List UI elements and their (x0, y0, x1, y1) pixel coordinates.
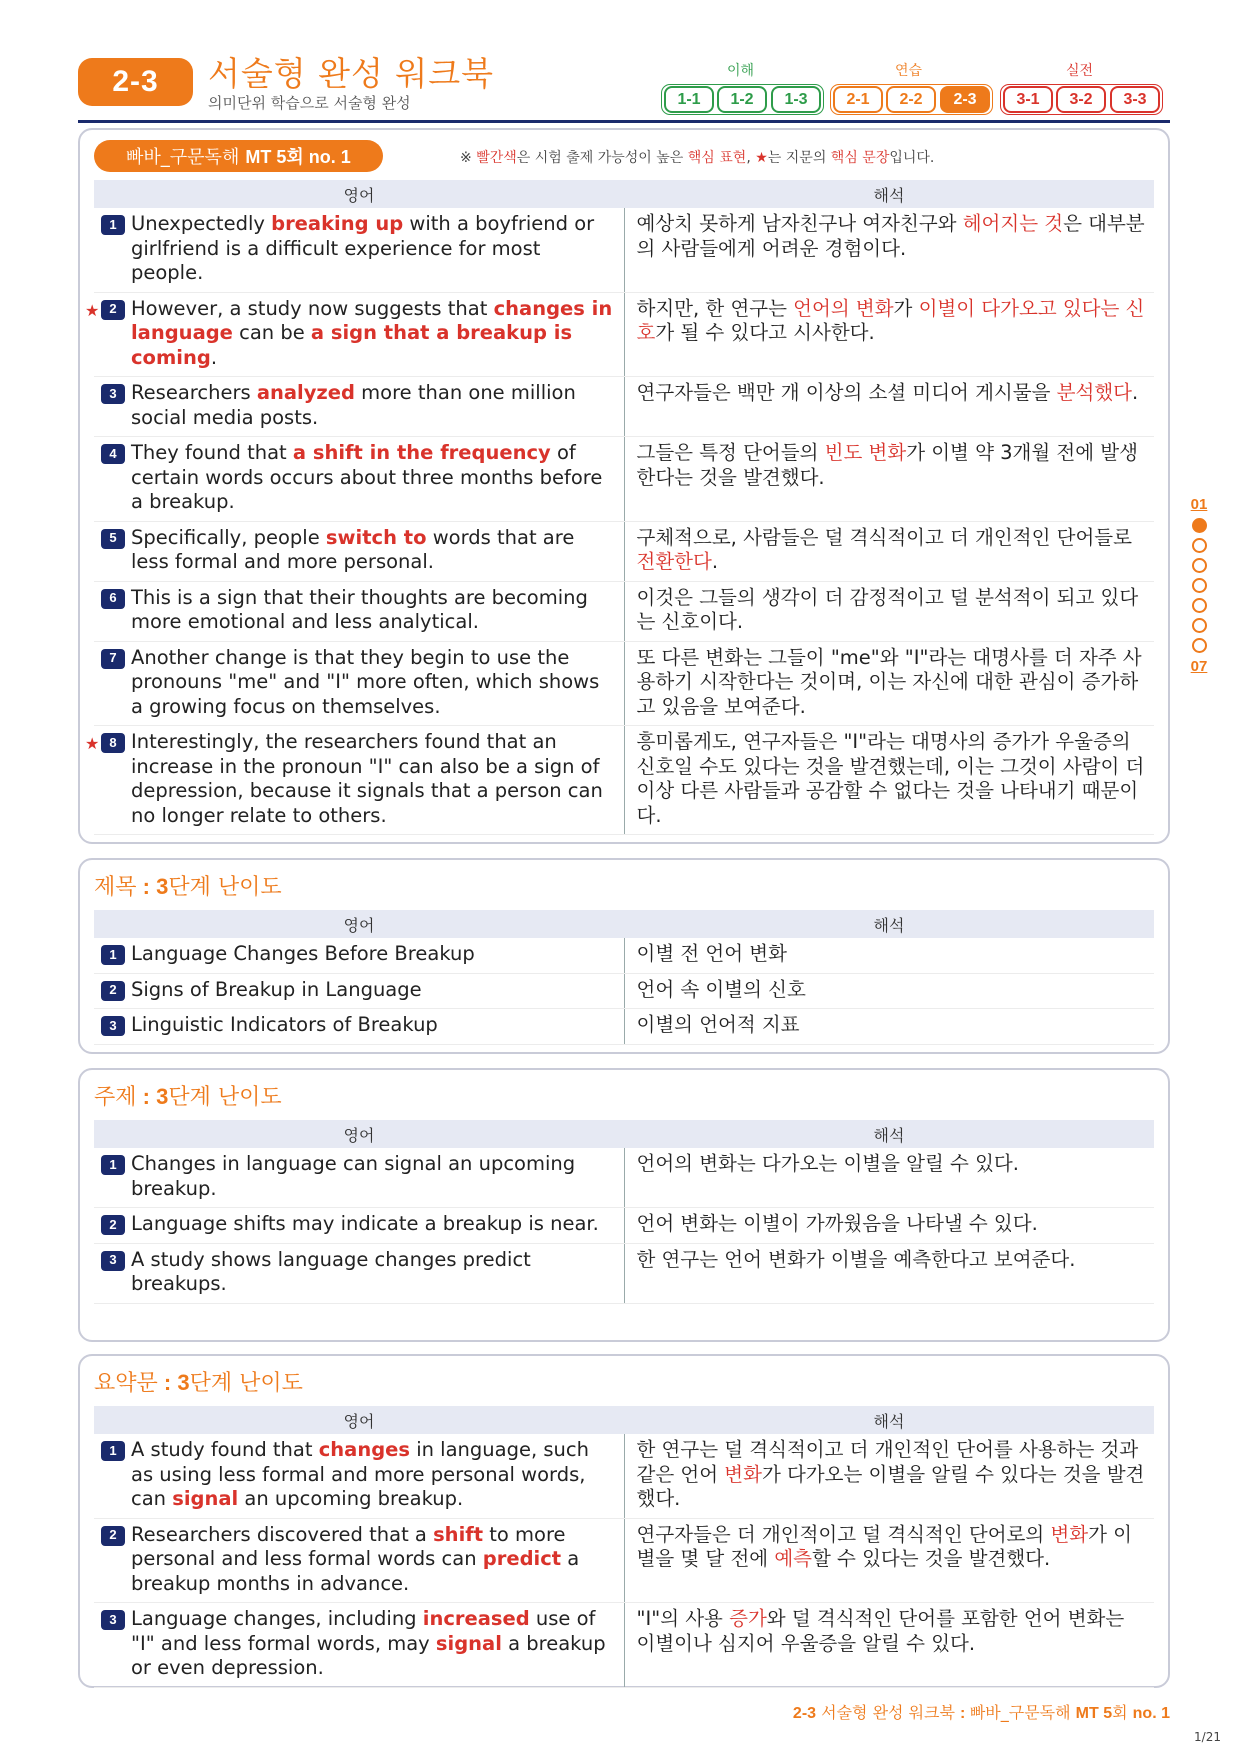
korean-cell (624, 208, 1154, 292)
column-header-korean: 해석 (624, 910, 1154, 938)
sentence-text: This is a sign that their thoughts are becoming more emotional and less analytical. (131, 585, 588, 633)
sentence-text: Researchers (131, 381, 257, 404)
key-expression: shift (433, 1522, 484, 1546)
note-text: 은 시험 출제 가능성이 높은 (516, 150, 688, 166)
key-expression: 헤어지는 것 (962, 212, 1064, 235)
title-table (94, 910, 1154, 1045)
english-cell (94, 1434, 624, 1518)
page-number: 1/21 (1194, 1730, 1221, 1744)
sentence-text: 그들은 특정 단어들의 (636, 441, 825, 464)
korean-cell (624, 377, 1154, 437)
key-expression: 이별이 다가오고 있다는 신호 (636, 296, 1145, 344)
table-row (94, 521, 1154, 581)
english-cell (94, 1148, 624, 1208)
table-row (94, 1009, 1154, 1045)
sentence-text: Language shifts may indicate a breakup is near. (131, 1212, 599, 1235)
sentence-text: can be (232, 321, 311, 344)
sentence-text: 할 수 있다는 것을 발견했다. (812, 1547, 1051, 1570)
passage-tag (94, 140, 383, 172)
key-expression: analyzed (256, 381, 355, 404)
level-button-2-2[interactable]: 2-2 (886, 86, 936, 113)
korean-cell (624, 938, 1154, 973)
sentence-number: 7 (101, 649, 125, 669)
key-expression: 전환한다 (636, 550, 712, 573)
sentence-text: A study found that (131, 1438, 319, 1461)
passage-table (85, 180, 1154, 835)
english-cell (94, 208, 624, 292)
sentence-number: 3 (101, 384, 125, 404)
sentence-text: Specifically, people (131, 525, 326, 549)
level-text: 단계 난이도 (168, 875, 282, 900)
page-dot-icon[interactable] (1192, 578, 1207, 593)
english-cell (94, 521, 624, 581)
korean-cell (624, 1518, 1154, 1603)
table-row (94, 292, 1154, 377)
sentence-text: 흥미롭게도, 연구자들은 "I"라는 대명사의 증가가 우울증의 신호일 수도 있다는 것을 발견했는데, 이는 그것이 사람이 더 이상 다른 사람들과 공감할 수 없다는 것을 나타내기 때문이다. (636, 730, 1145, 827)
korean-cell (624, 1243, 1154, 1303)
sentence-text: 가 될 수 있다고 시사한다. (655, 321, 875, 344)
section-sep: : (157, 1370, 178, 1395)
english-cell (94, 1009, 624, 1045)
summary-table (94, 1406, 1154, 1688)
table-row (94, 581, 1154, 641)
korean-cell (624, 641, 1154, 726)
key-expression: 언어의 변화 (793, 296, 894, 320)
english-cell (85, 292, 624, 377)
key-expression: changes in language (131, 296, 613, 344)
star-icon: ★ (85, 300, 100, 320)
sentence-number: 1 (101, 1441, 125, 1461)
star-icon: ★ (85, 734, 100, 753)
english-cell (94, 938, 624, 973)
footer-bold: MT 5 (1075, 1705, 1113, 1722)
key-expression: changes (318, 1438, 410, 1461)
level-number: 3 (156, 1084, 169, 1109)
sentence-text: Linguistic Indicators of Breakup (131, 1013, 438, 1036)
table-row (94, 1208, 1154, 1244)
english-cell (85, 726, 624, 835)
table-row (94, 1243, 1154, 1303)
sentence-text: 이별의 언어적 지표 (636, 1013, 800, 1036)
footer (793, 1700, 1170, 1723)
sentence-number: 5 (101, 529, 125, 549)
page-title: 서술형 완성 워크북 (208, 54, 495, 93)
sentence-text: 언어의 변화는 다가오는 이별을 알릴 수 있다. (636, 1152, 1019, 1175)
section-label: 제목 (94, 875, 137, 900)
sentence-text: 가 (893, 296, 919, 320)
key-expression: 분석했다 (1056, 381, 1132, 404)
english-cell (94, 377, 624, 437)
key-expression: 빈도 변화 (824, 441, 907, 464)
level-text: 단계 난이도 (189, 1371, 303, 1396)
sentence-text: "I"의 사용 (636, 1607, 730, 1630)
side-page-indicator (1184, 496, 1214, 675)
level-group-label-understand: 이해 (727, 63, 755, 79)
column-header-english: 영어 (94, 1406, 624, 1434)
level-button-1-1[interactable]: 1-1 (664, 86, 714, 113)
page-dot-icon[interactable] (1192, 558, 1207, 573)
sentence-text: 언어 변화는 이별이 가까웠음을 나타낼 수 있다. (636, 1212, 1038, 1235)
english-cell (94, 1518, 624, 1603)
sentence-number: 2 (101, 300, 125, 320)
sentence-text: They found that (131, 441, 293, 464)
sentence-text: a breakup or even depression. (131, 1631, 606, 1679)
key-expression: 변화 (1050, 1522, 1089, 1546)
section-label: 주제 (94, 1085, 137, 1110)
korean-cell (624, 1434, 1154, 1518)
note-end: 입니다. (889, 150, 935, 166)
footer-badge: 2-3 (792, 1705, 817, 1722)
column-header-korean: 해석 (624, 180, 1154, 208)
level-button-3-3[interactable]: 3-3 (1110, 86, 1160, 113)
key-expression: switch to (325, 525, 427, 549)
theme-section (78, 1068, 1170, 1342)
korean-cell (624, 581, 1154, 641)
sentence-number: 2 (101, 1215, 125, 1235)
column-header-english: 영어 (94, 180, 624, 208)
sentence-text: Researchers discovered that a (131, 1522, 434, 1546)
passage-tag-prefix: 빠바_구문독해 (126, 147, 240, 168)
level-group-label-practice: 연습 (895, 63, 923, 79)
side-nav-start: 01 (1190, 496, 1208, 513)
column-header-korean: 해석 (624, 1120, 1154, 1148)
page-dot-icon[interactable] (1192, 518, 1207, 533)
footer-bold-2: no. 1 (1132, 1705, 1170, 1722)
highlight-legend-note (460, 147, 934, 167)
sentence-text: Another change is that they begin to use the pronouns "me" and "I" more often, which shows a growing focus on themselves. (131, 645, 600, 718)
footer-text-3: 회 (1112, 1703, 1133, 1722)
title-section (78, 858, 1170, 1054)
key-expression: 증가 (729, 1607, 767, 1630)
sentence-text: A study shows language changes predict breakups. (131, 1247, 531, 1295)
page-dot-icon[interactable] (1192, 538, 1207, 553)
note-red-text: 빨간색 (476, 150, 517, 166)
sentence-number: 4 (101, 444, 125, 464)
sentence-text: 은 대부분의 사람들에게 어려운 경험이다. (636, 212, 1145, 260)
korean-cell (624, 1148, 1154, 1208)
sentence-text: to more personal and less formal words can (131, 1522, 566, 1570)
sentence-number: 6 (101, 589, 125, 609)
passage-tag-suffix: MT 5회 no. 1 (245, 147, 351, 167)
sentence-text: Unexpectedly (131, 212, 272, 235)
level-text: 단계 난이도 (168, 1085, 282, 1110)
key-expression: a shift in the frequency (292, 441, 551, 464)
english-cell (94, 973, 624, 1009)
level-button-2-1[interactable]: 2-1 (833, 86, 883, 113)
sentence-text: in language, such as using less formal and more personal words, can (131, 1438, 589, 1510)
sentence-text: 예상치 못하게 남자친구나 여자친구와 (636, 212, 963, 235)
passage-section (78, 128, 1170, 844)
unit-badge: 2-3 (78, 58, 193, 106)
english-cell (94, 1603, 624, 1688)
footer-text-2: 빠바_구문독해 (969, 1703, 1076, 1722)
sentence-text: Interestingly, the researchers found that an increase in the pronoun "I" can also be a sign of depression, because it signals that a person can no longer relate to others. (131, 730, 603, 827)
table-row (94, 208, 1154, 292)
sentence-text: 와 덜 격식적인 단어를 포함한 언어 변화는 이별이나 심지어 우울증을 알릴 수 있다. (636, 1607, 1125, 1655)
sentence-number: 8 (101, 733, 125, 753)
sentence-text: a breakup months in advance. (131, 1547, 580, 1595)
level-number: 3 (156, 874, 169, 899)
note-key-expression: 핵심 표현 (687, 150, 747, 166)
page-dot-icon[interactable] (1192, 598, 1207, 613)
sentence-text: words that are less formal and more personal. (131, 525, 575, 573)
level-button-1-2[interactable]: 1-2 (717, 86, 767, 113)
key-expression: signal (172, 1487, 239, 1510)
sentence-text: . (711, 550, 719, 573)
table-row (94, 641, 1154, 726)
sentence-text: 이것은 그들의 생각이 더 감정적이고 덜 분석적이 되고 있다는 신호이다. (636, 585, 1139, 633)
page-dot-icon[interactable] (1192, 638, 1207, 653)
level-button-3-2[interactable]: 3-2 (1056, 86, 1106, 113)
key-expression: a sign that a breakup is coming (131, 321, 573, 369)
summary-section (78, 1354, 1170, 1688)
table-row (94, 1603, 1154, 1688)
section-heading-title (94, 870, 282, 901)
sentence-text: However, a study now suggests that (131, 296, 494, 320)
key-expression: signal (435, 1631, 502, 1655)
sentence-text: 언어 속 이별의 신호 (636, 977, 806, 1001)
sentence-text: . (210, 345, 218, 369)
sentence-number: 3 (101, 1610, 125, 1630)
key-expression: predict (482, 1547, 562, 1570)
sentence-number: 2 (101, 1526, 125, 1546)
korean-cell (624, 1009, 1154, 1045)
section-sep: : (136, 1084, 157, 1109)
note-text-2: 는 지문의 (767, 150, 831, 166)
footer-sep: : (960, 1705, 970, 1722)
key-expression: 변화 (724, 1462, 762, 1486)
english-cell (94, 581, 624, 641)
note-prefix: ※ (460, 150, 477, 166)
star-icon: ★ (755, 150, 768, 166)
column-header-english: 영어 (94, 1120, 624, 1148)
table-row (94, 1434, 1154, 1518)
korean-cell (624, 292, 1154, 377)
level-button-3-1[interactable]: 3-1 (1003, 86, 1053, 113)
sentence-text: an upcoming breakup. (238, 1487, 464, 1510)
sentence-text: use of "I" and less formal words, may (131, 1607, 596, 1655)
sentence-text: of certain words occurs about three months before a breakup. (131, 441, 603, 513)
sentence-text: 가 이별 약 3개월 전에 발생한다는 것을 발견했다. (636, 441, 1138, 489)
sentence-number: 2 (101, 981, 125, 1001)
level-button-1-3[interactable]: 1-3 (771, 86, 821, 113)
sentence-text: 또 다른 변화는 그들이 "me"와 "I"라는 대명사를 더 자주 사용하기 시작한다는 것이며, 이는 자신에 대한 관심이 증가하고 있음을 보여준다. (636, 645, 1142, 718)
column-header-korean: 해석 (624, 1406, 1154, 1434)
sentence-text: 하지만, 한 연구는 (636, 296, 794, 320)
table-row (94, 377, 1154, 437)
korean-cell (624, 1208, 1154, 1244)
page-dot-icon[interactable] (1192, 618, 1207, 633)
key-expression: 예측 (774, 1547, 813, 1570)
section-heading-summary (94, 1366, 303, 1397)
level-button-2-3[interactable]: 2-3 (940, 86, 990, 113)
footer-text: 서술형 완성 워크북 (816, 1703, 961, 1722)
sentence-text: 가 이별을 몇 달 전에 (636, 1522, 1132, 1570)
english-cell (94, 641, 624, 726)
table-row (94, 437, 1154, 522)
key-expression: breaking up (271, 212, 404, 235)
section-label: 요약문 (94, 1371, 158, 1396)
table-row (94, 973, 1154, 1009)
sentence-text: 이별 전 언어 변화 (636, 942, 787, 965)
side-nav-dots (1184, 518, 1214, 653)
sentence-text: Language changes, including (131, 1607, 423, 1630)
table-row (94, 938, 1154, 973)
sentence-number: 1 (101, 945, 125, 965)
side-nav-end: 07 (1190, 658, 1208, 675)
sentence-number: 3 (101, 1016, 125, 1036)
english-cell (94, 437, 624, 522)
sentence-number: 3 (101, 1251, 125, 1271)
header-divider (78, 120, 1170, 123)
section-sep: : (136, 874, 157, 899)
sentence-number: 1 (101, 1155, 125, 1175)
sentence-text: 한 연구는 언어 변화가 이별을 예측한다고 보여준다. (636, 1247, 1076, 1271)
sentence-text: 한 연구는 덜 격식적이고 더 개인적인 단어를 사용하는 것과 같은 언어 (636, 1438, 1139, 1486)
korean-cell (624, 521, 1154, 581)
note-comma: , (746, 150, 756, 166)
column-header-english: 영어 (94, 910, 624, 938)
english-cell (94, 1208, 624, 1244)
sentence-text: more than one million social media posts. (131, 381, 576, 429)
page-subtitle: 의미단위 학습으로 서술형 완성 (208, 94, 411, 112)
note-key-sentence: 핵심 문장 (830, 150, 890, 166)
sentence-text: 연구자들은 더 개인적이고 덜 격식적인 단어로의 (636, 1522, 1051, 1546)
theme-table (94, 1120, 1154, 1304)
sentence-text: with a boyfriend or girlfriend is a difficult experience for most people. (131, 212, 595, 284)
level-number: 3 (177, 1370, 190, 1395)
sentence-text: Signs of Breakup in Language (131, 977, 422, 1001)
table-row (94, 1148, 1154, 1208)
level-group-label-real: 실전 (1066, 63, 1094, 79)
sentence-text: Changes in language can signal an upcoming breakup. (131, 1152, 576, 1200)
sentence-text: Language Changes Before Breakup (131, 942, 475, 965)
section-heading-theme (94, 1080, 282, 1111)
korean-cell (624, 726, 1154, 835)
sentence-number: 1 (101, 215, 125, 235)
table-row (94, 726, 1154, 835)
table-row (94, 1518, 1154, 1603)
korean-cell (624, 973, 1154, 1009)
korean-cell (624, 1603, 1154, 1688)
korean-cell (624, 437, 1154, 522)
key-expression: increased (422, 1607, 530, 1630)
sentence-text: . (1132, 381, 1139, 404)
sentence-text: 연구자들은 백만 개 이상의 소셜 미디어 게시물을 (636, 381, 1057, 404)
english-cell (94, 1243, 624, 1303)
sentence-text: 구체적으로, 사람들은 덜 격식적이고 더 개인적인 단어들로 (636, 525, 1132, 549)
sentence-text: 가 다가오는 이별을 알릴 수 있다는 것을 발견했다. (636, 1462, 1145, 1510)
